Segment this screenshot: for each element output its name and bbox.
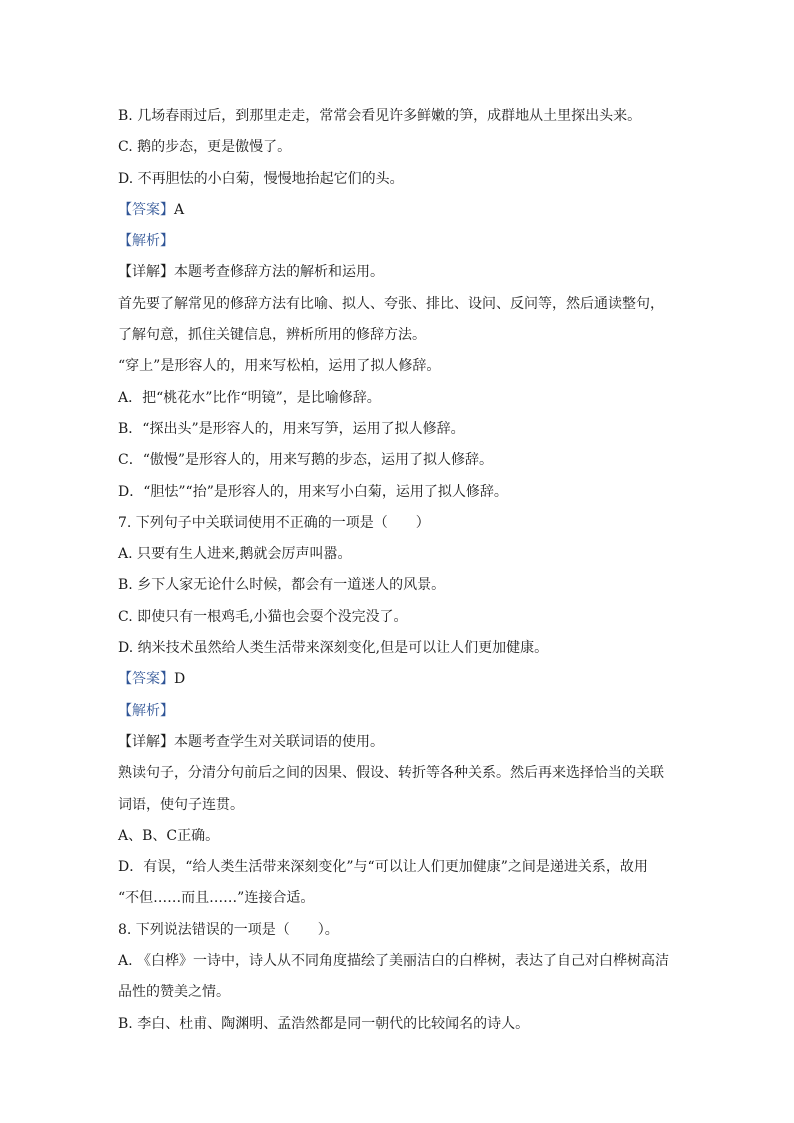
text-line: C．“傲慢”是形容人的，用来写鹅的步态，运用了拟人修辞。 (118, 452, 494, 469)
text-line: A、B、C正确。 (118, 827, 220, 844)
answer-section-line (118, 664, 698, 695)
text-line: B. 几场春雨过后，到那里走走，常常会看见许多鲜嫩的笋，成群地从土里探出头来。 (118, 108, 642, 124)
section-tag: 【解析】 (118, 702, 174, 719)
text-line: B. 乡下人家无论什么时候，都会有一道迷人的风景。 (118, 577, 446, 594)
answer-section-line (118, 696, 698, 727)
text-line: 品性的赞美之情。 (118, 984, 230, 1001)
text-line: D. 纳米技术虽然给人类生活带来深刻变化,但是可以让人们更加健康。 (118, 640, 549, 657)
text-line: C. 鹅的步态，更是傲慢了。 (118, 139, 292, 156)
section-value: A (174, 201, 185, 218)
text-line: D. 不再胆怯的小白菊，慢慢地抬起它们的头。 (118, 170, 404, 187)
text-line: 词语，使句子连贯。 (118, 796, 244, 813)
text-line: “不但……而且……”连接合适。 (118, 890, 315, 907)
answer-section-line (118, 226, 698, 257)
answer-section-line (118, 195, 698, 226)
text-line: 【详解】本题考查修辞方法的解析和运用。 (118, 264, 384, 281)
text-line: B．“探出头”是形容人的，用来写笋，运用了拟人修辞。 (118, 420, 465, 437)
section-tag: 【解析】 (118, 233, 174, 250)
section-tag: 【答案】 (118, 671, 174, 688)
text-line: 首先要了解常见的修辞方法有比喻、拟人、夸张、排比、设问、反问等，然后通读整句， (118, 295, 664, 312)
text-line: 8. 下列说法错误的一项是（ ）。 (118, 921, 339, 938)
text-line: B. 李白、杜甫、陶渊明、孟浩然都是同一朝代的比较闻名的诗人。 (118, 1015, 530, 1032)
section-value: D (174, 671, 186, 688)
section-tag: 【答案】 (118, 201, 174, 218)
text-line: 熟读句子，分清分句前后之间的因果、假设、转折等各种关系。然后再来选择恰当的关联 (118, 765, 664, 782)
text-line: A．把“桃花水”比作“明镜”，是比喻修辞。 (118, 389, 381, 406)
text-line: A. 《白桦》一诗中，诗人从不同角度描绘了美丽洁白的白桦树，表达了自己对白桦树高洁 (118, 953, 670, 970)
text-line: “穿上”是形容人的，用来写松柏，运用了拟人修辞。 (118, 358, 441, 375)
text-line: 了解句意，抓住关键信息，辨析所用的修辞方法。 (118, 327, 426, 344)
text-line: 7. 下列句子中关联词使用不正确的一项是（ ） (118, 514, 430, 531)
text-line: D．有误，“给人类生活带来深刻变化”与“可以让人们更加健康”之间是递进关系，故用 (118, 859, 648, 876)
document-body (118, 101, 698, 1040)
text-line: 【详解】本题考查学生对关联词语的使用。 (118, 733, 384, 750)
text-line: A. 只要有生人进来,鹅就会厉声叫嚣。 (118, 546, 352, 563)
text-line: C. 即使只有一根鸡毛,小猫也会耍个没完没了。 (118, 608, 408, 625)
text-line: D．“胆怯”“抬”是形容人的，用来写小白菊，运用了拟人修辞。 (118, 483, 508, 500)
